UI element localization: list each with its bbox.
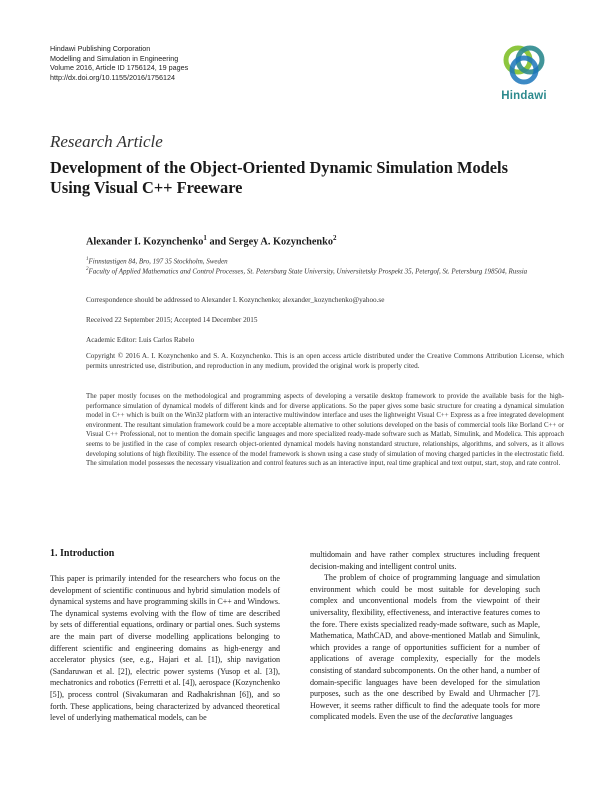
affiliation [86,265,556,277]
academic-editor: Academic Editor: Luis Carlos Rabelo [86,336,195,344]
journal-info [50,44,188,82]
author-affiliation-mark: 2 [333,234,337,242]
abstract: The paper mostly focuses on the methodological and programming aspects of developing a versatile desktop framework to provide the available basis for the high-performance simulation of dynamical models of different kinds and for diverse applications. So the paper gives some basic structure for creating a dynamical simulation model in C++ which is built on the Win32 platform with an interactive multiwindow interface and uses the lightweight Visual C++ Express as a free integrated development environment. The resultant simulation framework could be a more acceptable alternative to other solutions developed on the basis of commercial tools like Borland C++ or Visual C++ Professional, not to mention the domain specific languages and more specialized ready-made software such as Matlab, Simulink, and Modelica. This approach seems to be justified in the case of complex research object-oriented dynamical models having nonstandard structure, relationships, algorithms, and solvers, as it allows developing solutions of high flexibility. The essence of the model framework is shown using a case study of simulation of moving charged particles in the electrostatic field. The simulation model possesses the necessary visualization and control features such as an interactive input, real time graphical and text output, start, stop, and rate control. [86,393,564,468]
received-accepted-dates: Received 22 September 2015; Accepted 14 December 2015 [86,316,258,324]
author-affiliation-mark: 1 [203,234,207,242]
paragraph: multidomain and have rather complex structures including frequent decision-making and intelligent control units. [310,550,540,571]
affiliation-mark: 1 [86,257,89,262]
publisher-name: Hindawi Publishing Corporation [50,44,151,53]
author-connector: and [206,236,229,248]
affiliation-text: Finnstastigen 84, Bro, 197 35 Stockholm, Sweden [88,257,228,266]
paper-title: Development of the Object-Oriented Dynamic Simulation Models Using Visual C++ Freeware [50,158,508,197]
paragraph [310,572,540,723]
affiliation-mark: 2 [86,267,89,272]
hindawi-logo-text: Hindawi [501,90,547,102]
author-name: Sergey A. Kozynchenko [228,236,334,248]
author-list [86,234,337,247]
correspondence: Correspondence should be addressed to Alexander I. Kozynchenko; alexander_kozynchenko@yahoo.se [86,296,385,304]
volume-line: Volume 2016, Article ID 1756124, 19 pages [50,63,189,73]
emphasized-word: declarative [442,712,479,722]
article-type: Research Article [50,132,163,151]
paragraph-text: The problem of choice of programming language and simulation environment which could be most suitable for developing such complex and unconventional models from the viewpoint of their universality, flexibility, effectiveness, and interactive features comes to the fore. There exists specialized ready-made software, such as Maple, Mathematica, MathCAD, and above-mentioned Matlab and Simulink, which provides a range of opportunities sufficient for a number of applications of average complexity, especially for the models consisting of standard subcomponents. On the other hand, a number of domain-specific languages have been developed for the simulation purposes, such as the one described by Ewald and Uhrmacher [7]. However, it seems rather difficult to find the adequate tools for more complicated models. Even the use of the [310,573,540,722]
hindawi-logo-icon [494,40,554,90]
affiliation-text: Faculty of Applied Mathematics and Control Processes, St. Petersburg State University, Universitetsky Prospekt 35, Petergof, St. Petersburg 198504, Russia [88,267,528,276]
doi-link[interactable]: http://dx.doi.org/10.1155/2016/1756124 [50,72,175,82]
section-heading: 1. Introduction [50,548,115,559]
body-column-right [310,549,540,723]
paragraph-text: languages [478,712,513,722]
author-name: Alexander I. Kozynchenko [86,236,204,248]
copyright-notice: Copyright © 2016 A. I. Kozynchenko and S. A. Kozynchenko. This is an open access article distributed under the Creative Commons Attribution License, which permits unrestricted use, distribution, and reproduction in any medium, provided the original work is properly cited. [86,352,564,370]
hindawi-logo [494,40,554,106]
paragraph: This paper is primarily intended for the researchers who focus on the development of scientific continuous and hybrid simulation models of dynamical systems and have programming skills in C++ and Windows. The dynamical systems evolving with the flow of time are described by sets of differential equations, ordinary or partial ones. Such systems are the main part of diverse modelling applications belonging to different scientific and engineering domains as high-energy and accelerator physics (see, e.g., Hajari et al. [1]), ship navigation (Sandaruwan et al. [2]), electric power systems (Yusop et al. [3]), mechatronics and robotics (Ferretti et al. [4]), aerospace (Kozynchenko [5]), process control (Sivakumaran and Radhakrishnan [6]), and so forth. These applications, being characterized by advanced theoretical level of underlying mathematical models, can be [50,574,280,723]
body-column-left [50,573,280,724]
journal-name: Modelling and Simulation in Engineering [50,53,179,63]
